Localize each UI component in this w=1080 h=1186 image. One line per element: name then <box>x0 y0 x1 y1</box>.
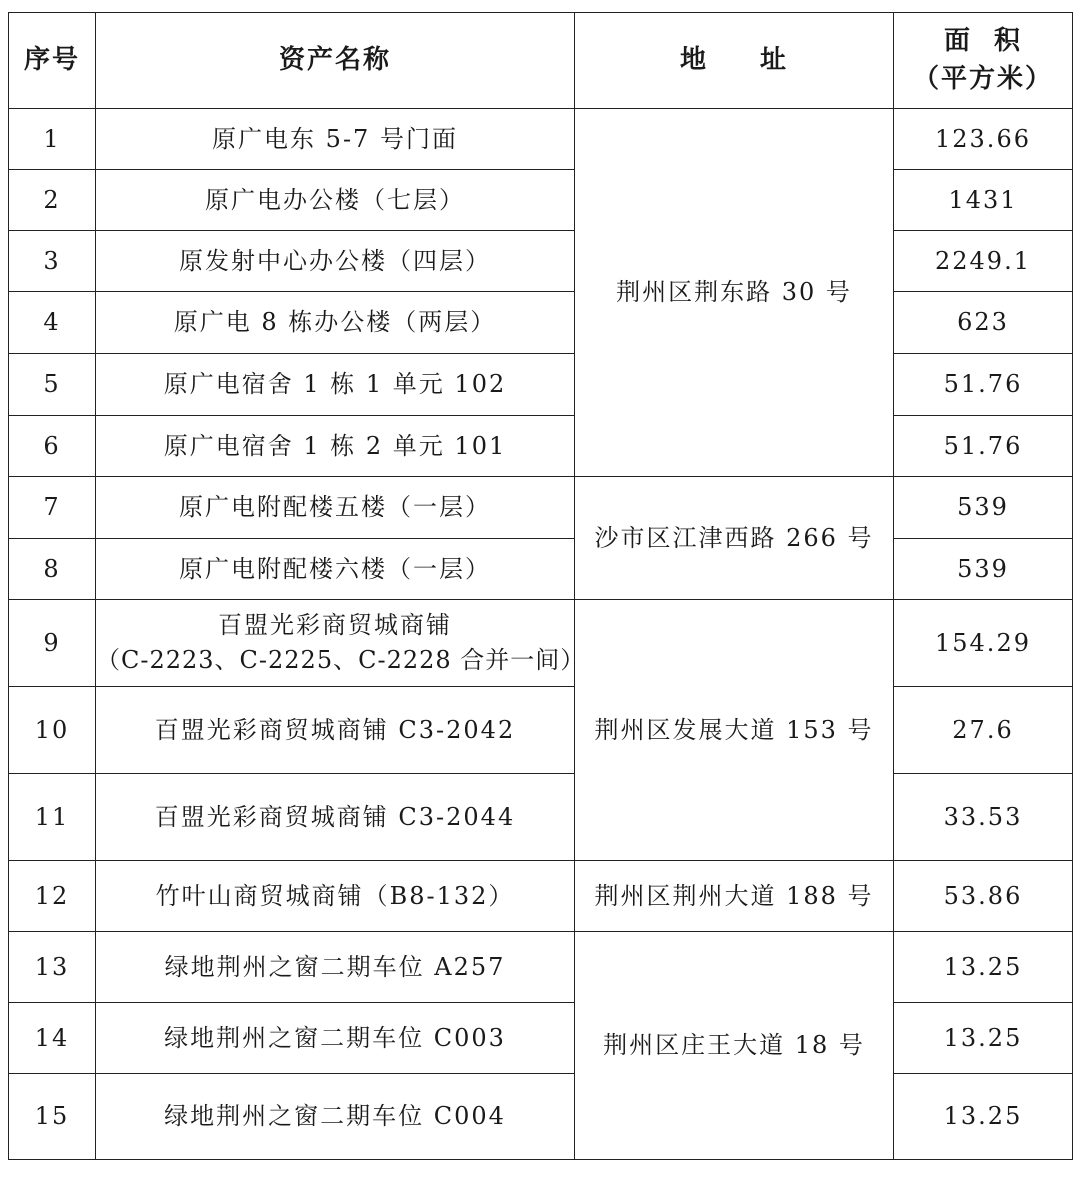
row-no: 2 <box>9 170 96 231</box>
row-name: 原广电宿舍 1 栋 1 单元 102 <box>96 354 575 416</box>
header-area-line2: （平方米） <box>912 63 1053 94</box>
table-row <box>9 600 1073 687</box>
row-no: 4 <box>9 292 96 354</box>
table-row <box>9 231 1073 292</box>
row-no: 8 <box>9 539 96 600</box>
row-name: 原发射中心办公楼（四层） <box>96 231 575 292</box>
table-row <box>9 477 1073 539</box>
row-area: 539 <box>894 539 1073 600</box>
row-name: 原广电附配楼五楼（一层） <box>96 477 575 539</box>
row-no: 7 <box>9 477 96 539</box>
row-address: 荆州区庄王大道 18 号 <box>575 932 894 1160</box>
table-row <box>9 932 1073 1003</box>
row-area: 13.25 <box>894 1074 1073 1160</box>
row-no: 14 <box>9 1003 96 1074</box>
row-area: 123.66 <box>894 109 1073 170</box>
row-area: 2249.1 <box>894 231 1073 292</box>
row-no: 5 <box>9 354 96 416</box>
table-row <box>9 774 1073 861</box>
row-area: 27.6 <box>894 687 1073 774</box>
row-area: 154.29 <box>894 600 1073 687</box>
table-row <box>9 861 1073 932</box>
row-no: 3 <box>9 231 96 292</box>
header-row <box>9 13 1073 109</box>
row-address: 荆州区荆州大道 188 号 <box>575 861 894 932</box>
table-row <box>9 170 1073 231</box>
row-no: 1 <box>9 109 96 170</box>
table-row <box>9 539 1073 600</box>
row-area: 51.76 <box>894 354 1073 416</box>
row-name: 原广电东 5-7 号门面 <box>96 109 575 170</box>
table-row <box>9 1003 1073 1074</box>
table-row <box>9 1074 1073 1160</box>
row-address: 荆州区荆东路 30 号 <box>575 109 894 477</box>
header-address-left: 地 <box>679 44 708 75</box>
row-name-line2: （C-2223、C-2225、C-2228 合并一间） <box>96 646 586 674</box>
row-no: 12 <box>9 861 96 932</box>
row-address: 荆州区发展大道 153 号 <box>575 600 894 861</box>
row-no: 9 <box>9 600 96 687</box>
row-area: 13.25 <box>894 1003 1073 1074</box>
row-address: 沙市区江津西路 266 号 <box>575 477 894 600</box>
header-address-right: 址 <box>760 44 789 75</box>
table-row <box>9 416 1073 477</box>
row-area: 51.76 <box>894 416 1073 477</box>
row-area: 623 <box>894 292 1073 354</box>
row-name: 绿地荆州之窗二期车位 A257 <box>96 932 575 1003</box>
row-name: 原广电办公楼（七层） <box>96 170 575 231</box>
header-no: 序号 <box>9 13 96 109</box>
row-no: 6 <box>9 416 96 477</box>
row-name: 原广电附配楼六楼（一层） <box>96 539 575 600</box>
table-row <box>9 109 1073 170</box>
table-row <box>9 687 1073 774</box>
row-area: 1431 <box>894 170 1073 231</box>
row-name: 原广电宿舍 1 栋 2 单元 101 <box>96 416 575 477</box>
row-name: 绿地荆州之窗二期车位 C003 <box>96 1003 575 1074</box>
row-area: 539 <box>894 477 1073 539</box>
row-name: 原广电 8 栋办公楼（两层） <box>96 292 575 354</box>
header-area-line1: 面 积 <box>943 25 1023 56</box>
row-name <box>96 600 586 687</box>
row-area: 53.86 <box>894 861 1073 932</box>
row-no: 11 <box>9 774 96 861</box>
row-no: 13 <box>9 932 96 1003</box>
row-name: 竹叶山商贸城商铺（B8-132） <box>96 861 575 932</box>
table-row <box>9 292 1073 354</box>
row-no: 10 <box>9 687 96 774</box>
asset-table <box>8 12 1073 1160</box>
row-area: 13.25 <box>894 932 1073 1003</box>
row-name: 百盟光彩商贸城商铺 C3-2044 <box>96 774 575 861</box>
row-area: 33.53 <box>894 774 1073 861</box>
row-name-line1: 百盟光彩商贸城商铺 <box>218 611 452 640</box>
header-area <box>894 13 1073 109</box>
table-row <box>9 354 1073 416</box>
row-no: 15 <box>9 1074 96 1160</box>
header-name: 资产名称 <box>96 13 575 109</box>
row-name: 绿地荆州之窗二期车位 C004 <box>96 1074 575 1160</box>
row-name: 百盟光彩商贸城商铺 C3-2042 <box>96 687 575 774</box>
header-address <box>575 13 894 109</box>
